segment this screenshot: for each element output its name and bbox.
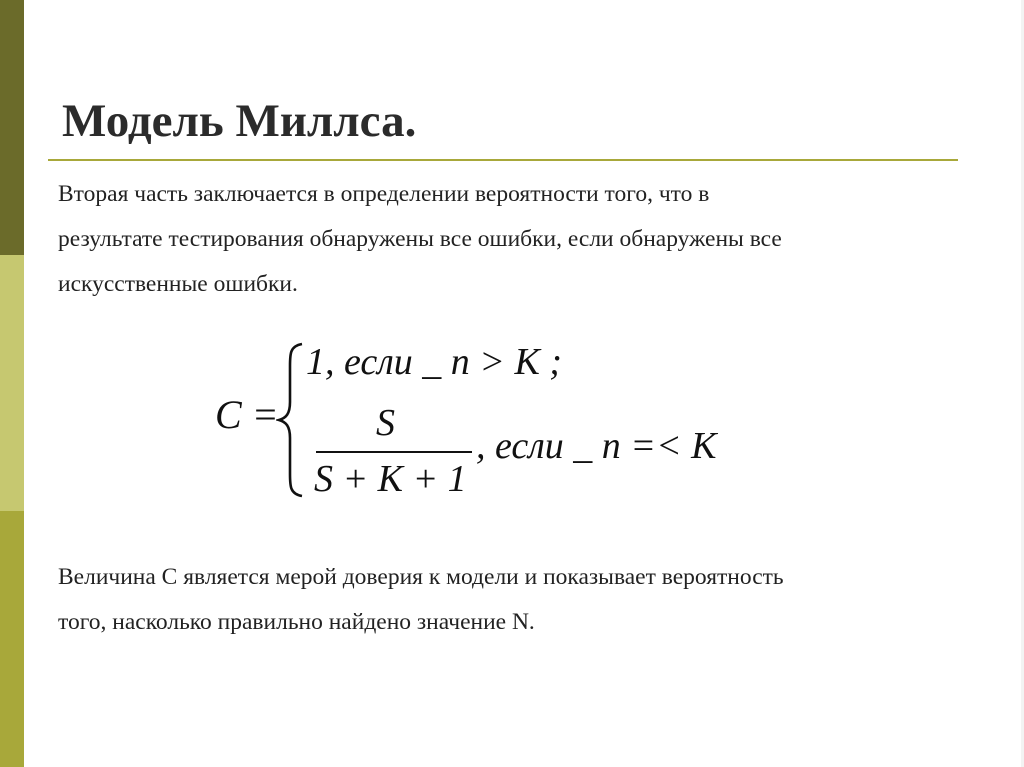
band-segment-dark: [0, 0, 24, 255]
formula-case-2-condition: , если _ n =< K: [476, 425, 717, 467]
left-color-band: [0, 0, 24, 767]
formula-lhs: C =: [215, 392, 279, 437]
fraction-bar: [316, 451, 472, 453]
paragraph-line: результате тестирования обнаружены все ошибки, если обнаружены все: [58, 226, 782, 252]
band-segment-light: [0, 255, 24, 511]
formula-numerator: S: [376, 402, 395, 444]
formula-left-brace: [276, 340, 306, 500]
formula-case-1: 1, если _ n > K ;: [306, 341, 562, 383]
band-segment-mid: [0, 511, 24, 767]
paragraph-line: искусственные ошибки.: [58, 271, 298, 297]
paragraph-line: Величина C является мерой доверия к модели и показывает вероятность: [58, 564, 784, 590]
formula-denominator: S + K + 1: [314, 458, 467, 500]
conclusion-paragraph: [58, 555, 958, 645]
paragraph-line: того, насколько правильно найдено значение N.: [58, 609, 535, 635]
intro-paragraph: [58, 172, 958, 307]
title-underline: [48, 159, 958, 161]
paragraph-line: Вторая часть заключается в определении вероятности того, что в: [58, 181, 710, 207]
slide-title: Модель Миллса.: [62, 95, 417, 147]
